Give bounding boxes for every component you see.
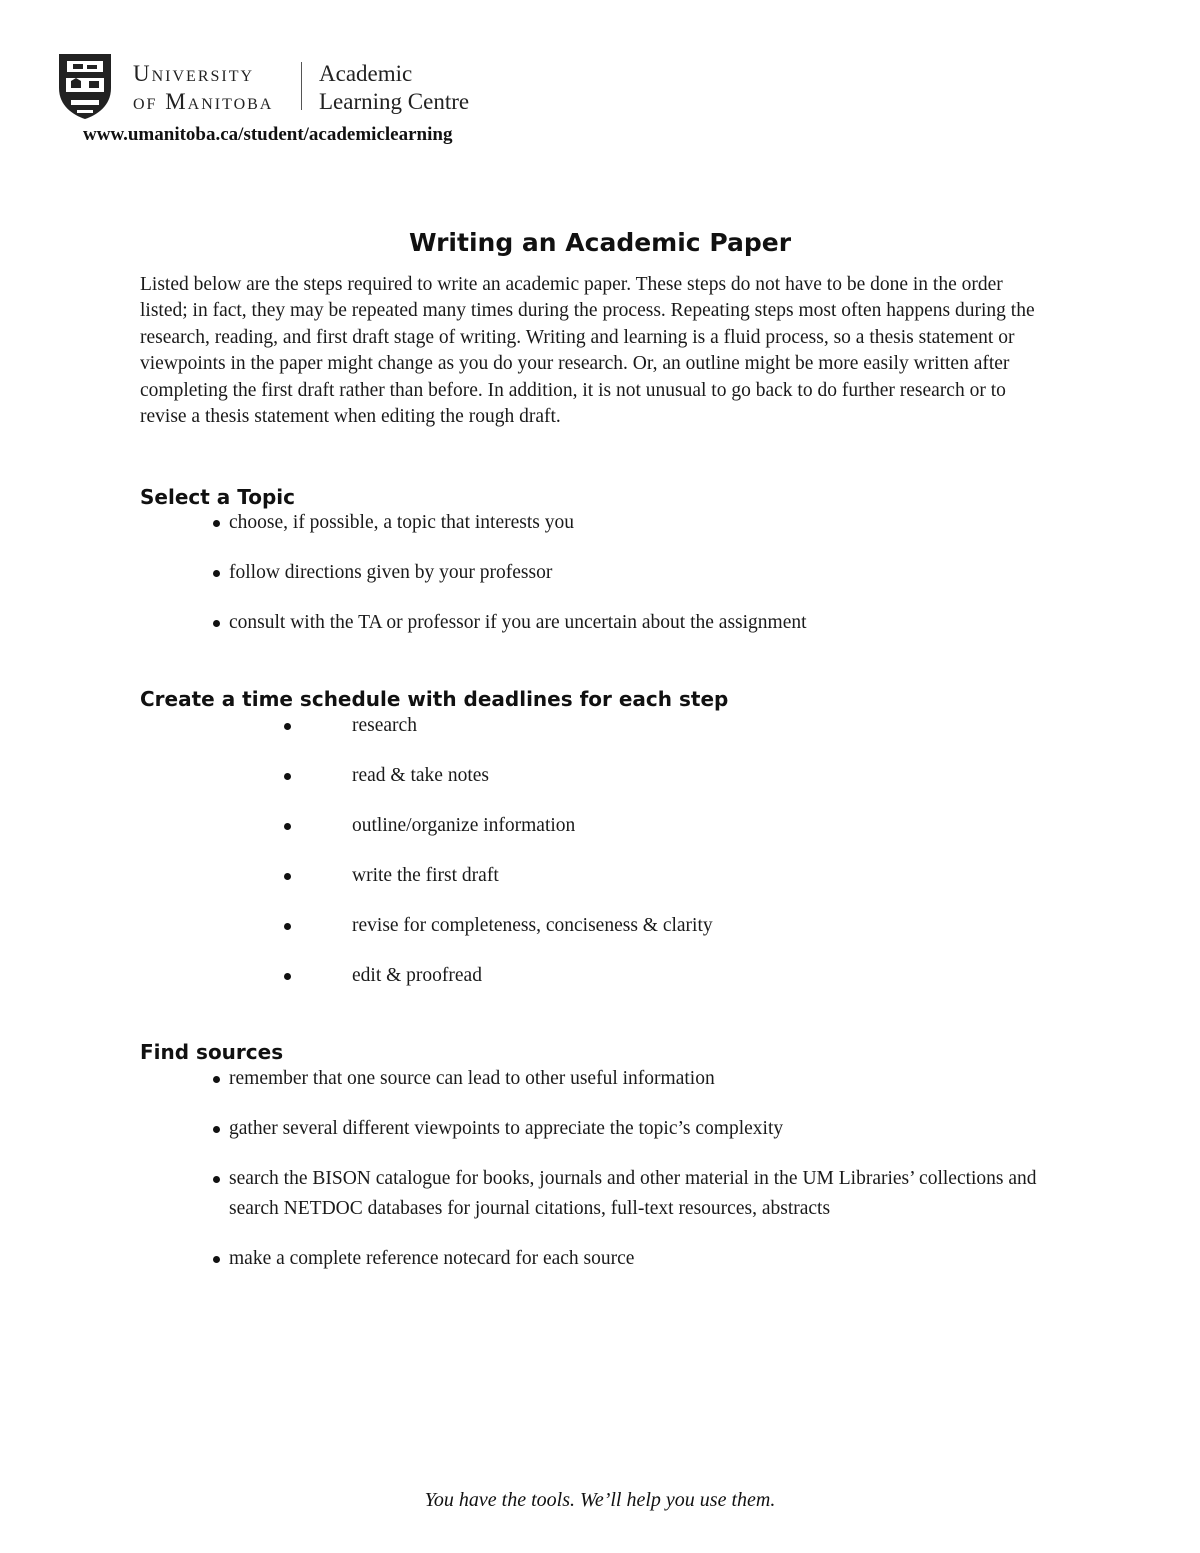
bullet-icon [284, 923, 291, 930]
university-logo [57, 52, 477, 122]
page-title: Writing an Academic Paper [408, 228, 792, 257]
list-item: remember that one source can lead to other useful information [210, 1064, 1060, 1094]
bullet-icon [284, 873, 291, 880]
list-item: search the BISON catalogue for books, journals and other material in the UM Libraries’ collections and search NETDOC databases for journal citations, full-text resources, abstracts [210, 1164, 1060, 1224]
website-url[interactable]: www.umanitoba.ca/student/academiclearning [83, 124, 453, 145]
bullet-icon [284, 773, 291, 780]
list-item: write the first draft [282, 861, 982, 891]
logo-divider [301, 62, 302, 110]
section-heading-time-schedule: Create a time schedule with deadlines for each step [140, 687, 729, 711]
find-sources-list [210, 1064, 1060, 1294]
bullet-icon [213, 1076, 220, 1083]
list-item: outline/organize information [282, 811, 982, 841]
bullet-icon [284, 723, 291, 730]
list-item: edit & proofread [282, 961, 982, 991]
bullet-icon [213, 570, 220, 577]
list-item: consult with the TA or professor if you are uncertain about the assignment [210, 608, 1060, 638]
list-item: gather several different viewpoints to appreciate the topic’s complexity [210, 1114, 1060, 1144]
time-schedule-list [282, 711, 982, 1011]
section-heading-select-topic: Select a Topic [140, 485, 295, 509]
bullet-icon [213, 1126, 220, 1133]
list-item: make a complete reference notecard for each source [210, 1244, 1060, 1274]
bullet-icon [213, 620, 220, 627]
bullet-icon [284, 823, 291, 830]
list-item: research [282, 711, 982, 741]
footer-tagline: You have the tools. We’ll help you use them. [424, 1489, 776, 1511]
centre-name: Academic Learning Centre [319, 61, 470, 114]
list-item: choose, if possible, a topic that interests you [210, 508, 1060, 538]
university-name: University of Manitoba [133, 61, 274, 114]
select-topic-list [210, 508, 1060, 658]
crest-icon [57, 52, 113, 120]
section-heading-find-sources: Find sources [140, 1040, 284, 1064]
bullet-icon [213, 520, 220, 527]
list-item: follow directions given by your professor [210, 558, 1060, 588]
bullet-icon [213, 1256, 220, 1263]
list-item: revise for completeness, conciseness & clarity [282, 911, 982, 941]
bullet-icon [284, 973, 291, 980]
list-item: read & take notes [282, 761, 982, 791]
bullet-icon [213, 1176, 220, 1183]
intro-paragraph: Listed below are the steps required to write an academic paper. These steps do not have to be done in the order listed; in fact, they may be repeated many times during the process. Repeating steps most often happens during the research, reading, and first draft stage of writing. Writing and learning is a fluid process, so a thesis statement or viewpoints in the paper might change as you do your research. Or, an outline might be more easily written after completing the first draft rather than before. In addition, it is not unusual to go back to do further research or to revise a thesis statement when editing the rough draft. [140, 274, 1035, 428]
